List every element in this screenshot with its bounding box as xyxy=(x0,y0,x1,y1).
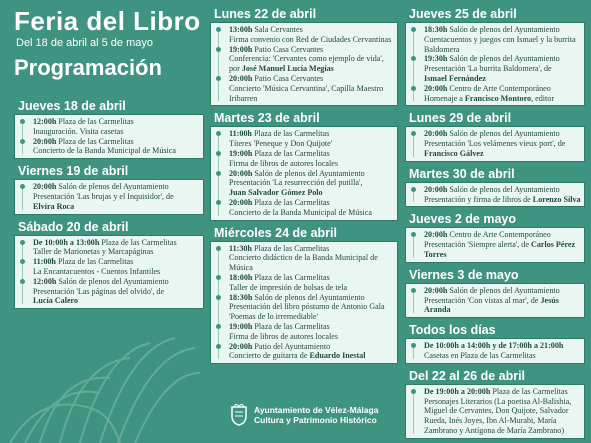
event: 20:00h Salón de plenos del Ayuntamiento Presentación 'La resurrección del putilla', Juan Salvador Gómez Polo xyxy=(229,169,394,198)
event-box xyxy=(14,114,204,159)
day-section xyxy=(14,218,204,310)
event: 20:00h Patio del Ayuntamiento Concierto de guitarra de Eduardo Inestal xyxy=(229,342,394,362)
day-title: Martes 30 de abril xyxy=(409,166,515,181)
day-section xyxy=(405,165,585,208)
day-section xyxy=(210,109,398,220)
day-title: Lunes 22 de abril xyxy=(214,7,317,21)
event: 19:00h Plaza de las Carmelitas Firma de libros de autores locales xyxy=(229,149,394,169)
day-section xyxy=(405,321,585,364)
open-book-illustration xyxy=(0,293,200,443)
department-name: Cultura y Patrimonio Histórico xyxy=(254,415,377,425)
event: 12:00h Salón de plenos del Ayuntamiento Presentación 'Las páginas del olvido', de Lucía Calero xyxy=(33,277,200,306)
day-title: Del 22 al 26 de abril xyxy=(409,368,526,383)
event: 20:00h Centro de Arte Contemporáneo Presentación 'Siempre alerta', de Carlos Pérez Torres xyxy=(424,230,581,259)
column-1 xyxy=(14,97,204,312)
day-section xyxy=(210,224,398,365)
event: De 19:00h a 20:00h Plaza de las Carmelitas Personajes Literarios (La poetisa Al-Balishia, Miguel de Cervantes, Don Quijote, Salvador Rueda, Inés Joyes, Ibn Al-Murabi, María Zambrano y Antígona de María Zambrano) xyxy=(424,387,581,436)
event: 18:30h Salón de plenos del Ayuntamiento Presentación del libro póstumo de Antonio Gala 'Poemas de lo irremediable' xyxy=(229,293,394,322)
event: 20:00h Salón de plenos del Ayuntamiento Presentación 'Los velámenes vieux port', de Francisco Gálvez xyxy=(424,129,581,158)
day-title: Todos los días xyxy=(409,323,496,338)
event-box xyxy=(405,22,585,106)
event-box xyxy=(405,384,585,439)
day-section xyxy=(405,5,585,106)
event: 12:00h Plaza de las Carmelitas Inauguración. Visita casetas xyxy=(33,117,200,137)
column-3 xyxy=(405,5,585,442)
event-box xyxy=(210,126,398,220)
day-title: Viernes 3 de mayo xyxy=(409,267,519,282)
day-title: Lunes 29 de abril xyxy=(409,111,512,126)
event: De 10:00h a 14:00h y de 17:00h a 21:00h Casetas en Plaza de las Carmelitas xyxy=(424,341,581,361)
event: 19:00h Plaza de las Carmelitas Firma de libros de autores locales xyxy=(229,322,394,342)
day-section xyxy=(14,162,204,214)
day-section xyxy=(14,97,204,159)
event-box xyxy=(210,22,398,106)
event: 18:30h Salón de plenos del Ayuntamiento Cuentacuentos y juegos con Ismael y la burrita Baldomera xyxy=(424,25,581,54)
event: 11:00h Plaza de las Carmelitas Títeres 'Peneque y Don Quijote' xyxy=(229,129,394,149)
fair-title: Feria del Libro xyxy=(14,6,201,36)
event: De 10:00h a 13:00h Plaza de las Carmelitas Taller de Marionetas y Marcapáginas xyxy=(33,238,200,258)
event: 18:00h Plaza de las Carmelitas Taller de impresión de bolsas de tela xyxy=(229,273,394,293)
program-heading: Programación xyxy=(14,55,162,80)
day-section xyxy=(405,266,585,318)
event: 20:00h Salón de plenos del Ayuntamiento Presentación 'Las brujas y el Inquisidor', de Elvira Roca xyxy=(33,182,200,211)
day-title: Viernes 19 de abril xyxy=(18,164,129,179)
event-box xyxy=(405,283,585,318)
column-2 xyxy=(210,5,398,367)
council-name: Ayuntamiento de Vélez-Málaga xyxy=(254,405,379,415)
event: 20:00h Centro de Arte Contemporáneo Homenaje a Francisco Montoro, editor xyxy=(424,84,581,104)
day-title: Miércoles 24 de abril xyxy=(214,225,337,240)
event: 11:30h Plaza de las Carmelitas Concierto didáctico de la Banda Municipal de Música xyxy=(229,244,394,273)
coat-of-arms-icon xyxy=(230,404,248,426)
day-title: Jueves 2 de mayo xyxy=(409,212,517,227)
day-title: Martes 23 de abril xyxy=(214,111,320,126)
event: 20:00h Plaza de las Carmelitas Concierto de la Banda Municipal de Música xyxy=(33,137,200,157)
event: 20:00h Salón de plenos del Ayuntamiento Presentación 'Con vistas al mar', de Jesús Aranda xyxy=(424,286,581,315)
event-box xyxy=(14,179,204,214)
event: 20:00h Patio Casa Cervantes Concierto 'Música Cervantina', Capilla Maestro Iribarren xyxy=(229,74,394,103)
day-section xyxy=(405,210,585,262)
day-section xyxy=(405,109,585,161)
city-council-logo xyxy=(230,404,378,426)
event: 19:30h Salón de plenos del Ayuntamiento Presentación 'La burrita Baldomera', de Ismael Fernández xyxy=(424,54,581,83)
event-box xyxy=(405,227,585,262)
event-box xyxy=(405,126,585,161)
day-title: Jueves 18 de abril xyxy=(18,99,126,113)
fair-dates: Del 18 de abril al 5 de mayo xyxy=(16,37,153,49)
event: 13:00h Sala Cervantes Firma convenio con Red de Ciudades Cervantinas xyxy=(229,25,394,45)
event: 20:00h Salón de plenos del Ayuntamiento Presentación y firma de libros de Lorenzo Silva xyxy=(424,184,581,204)
day-title: Jueves 25 de abril xyxy=(409,7,517,21)
day-section xyxy=(405,367,585,439)
event-box xyxy=(14,235,204,310)
event-box xyxy=(405,182,585,208)
event-box xyxy=(210,241,398,365)
day-section xyxy=(210,5,398,106)
day-title: Sábado 20 de abril xyxy=(18,219,129,234)
event: 11:00h Plaza de las Carmelitas La Encantacuentos - Cuentos Infantiles xyxy=(33,257,200,277)
event: 20:00h Plaza de las Carmelitas Concierto de la Banda Municipal de Música xyxy=(229,198,394,218)
event-box xyxy=(405,338,585,364)
event: 19:00h Patio Casa Cervantes Conferencia: 'Cervantes como ejemplo de vida', por José Manuel Lucía Megías xyxy=(229,45,394,74)
